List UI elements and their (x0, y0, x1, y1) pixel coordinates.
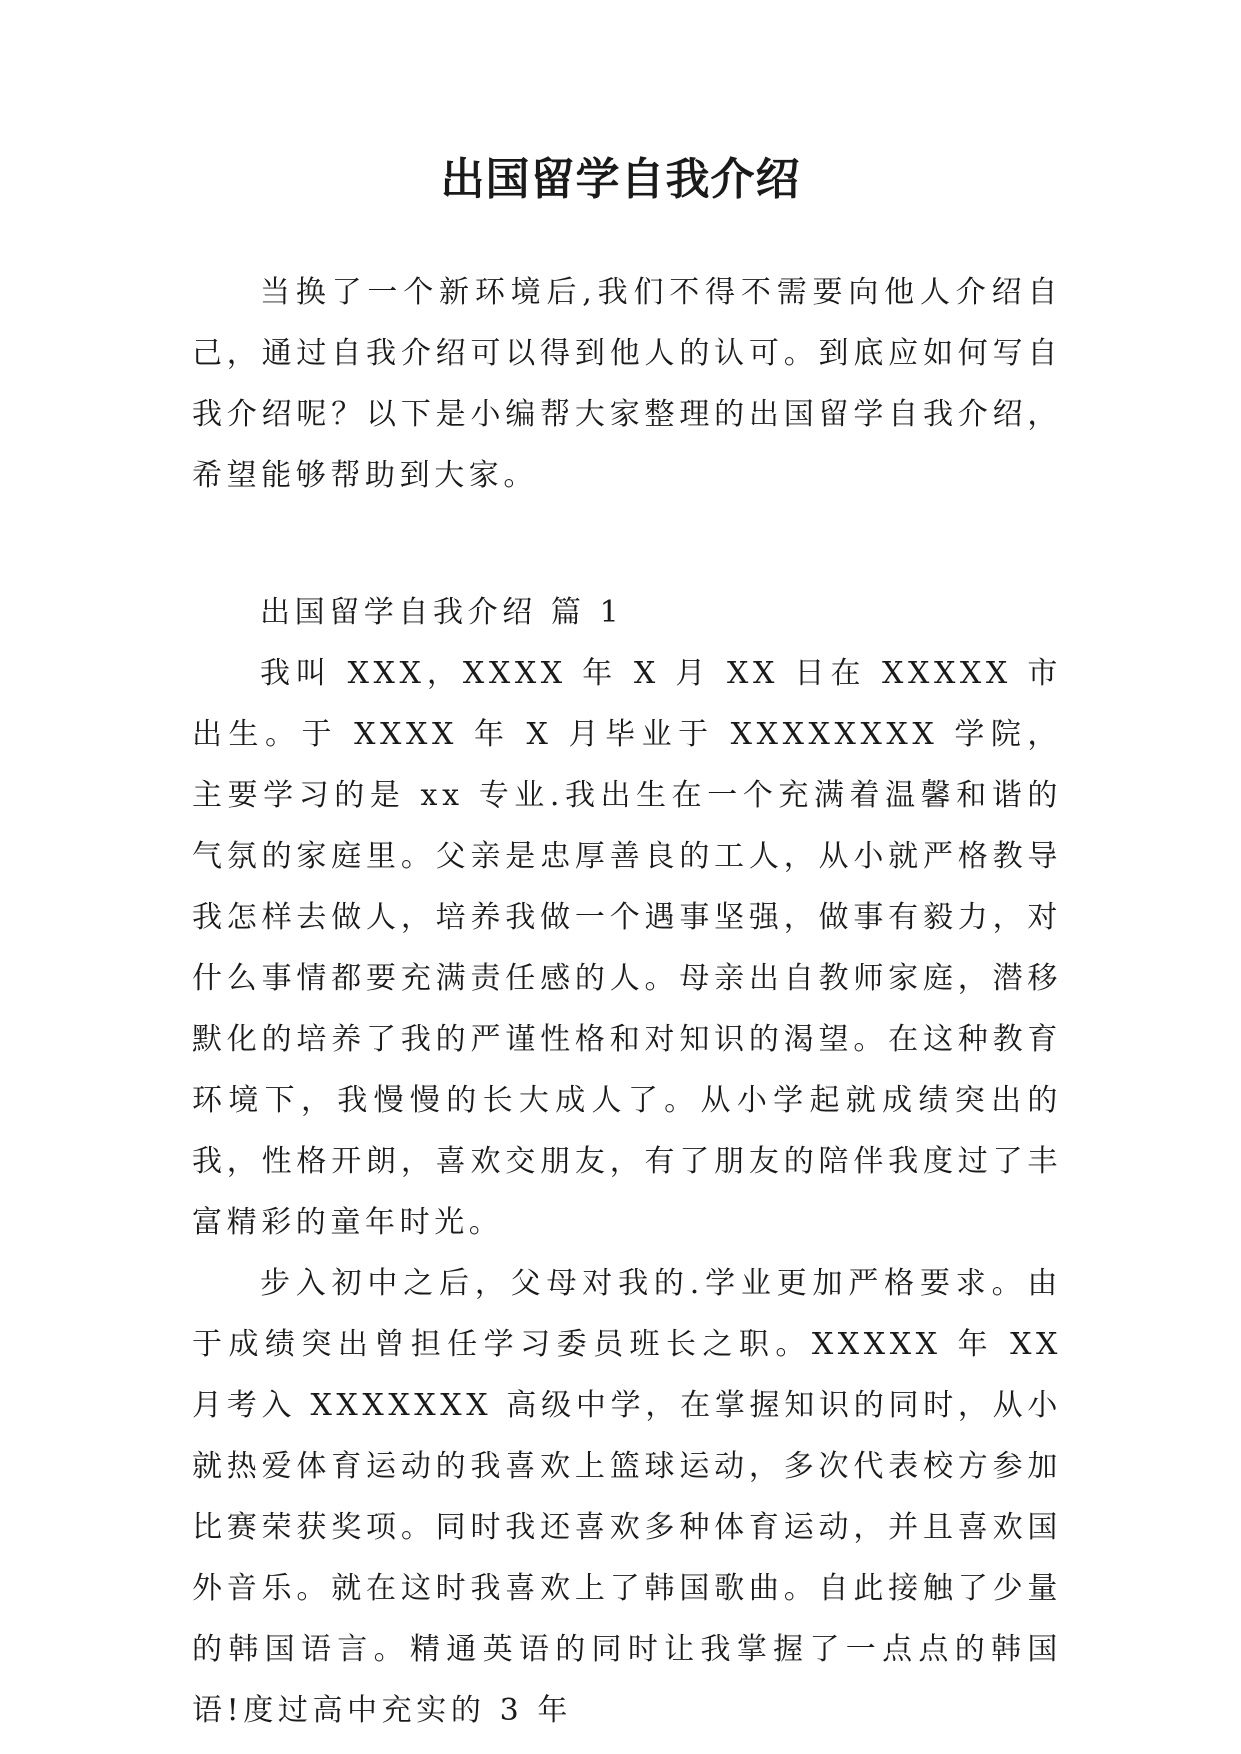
section-block (192, 582, 1062, 1741)
section-heading: 出国留学自我介绍 篇 1 (260, 595, 624, 630)
intro-block (192, 262, 1062, 506)
body-paragraph-1: 我叫 XXX，XXXX 年 X 月 XX 日在 XXXXX 市出生。于 XXXX 年 X 月毕业于 XXXXXXXX 学院，主要学习的是 xx 专业.我出生在一个充满着温馨和谐的气氛的家庭里。父亲是忠厚善良的工人，从小就严格教导我怎样去做人，培养我做一个遇事坚强，做事有毅力，对什么事情都要充满责任感的人。母亲出自教师家庭，潜移默化的培养了我的严谨性格和对知识的渴望。在这种教育环境下，我慢慢的长大成人了。从小学起就成绩突出的我，性格开朗，喜欢交朋友，有了朋友的陪伴我度过了丰富精彩的童年时光。 (192, 656, 1062, 1240)
document-title: 出国留学自我介绍 (440, 154, 801, 205)
body-paragraph-2: 步入初中之后，父母对我的.学业更加严格要求。由于成绩突出曾担任学习委员班长之职。XXXXX 年 XX 月考入 XXXXXXX 高级中学，在掌握知识的同时，从小就热爱体育运动的我喜欢上篮球运动，多次代表校方参加比赛荣获奖项。同时我还喜欢多种体育运动，并且喜欢国外音乐。就在这时我喜欢上了韩国歌曲。自此接触了少量的韩国语言。精通英语的同时让我掌握了一点点的韩国语!度过高中充实的 3 年 (192, 1266, 1062, 1728)
intro-paragraph: 当换了一个新环境后,我们不得不需要向他人介绍自己，通过自我介绍可以得到他人的认可。到底应如何写自我介绍呢？以下是小编帮大家整理的出国留学自我介绍，希望能够帮助到大家。 (192, 275, 1062, 493)
